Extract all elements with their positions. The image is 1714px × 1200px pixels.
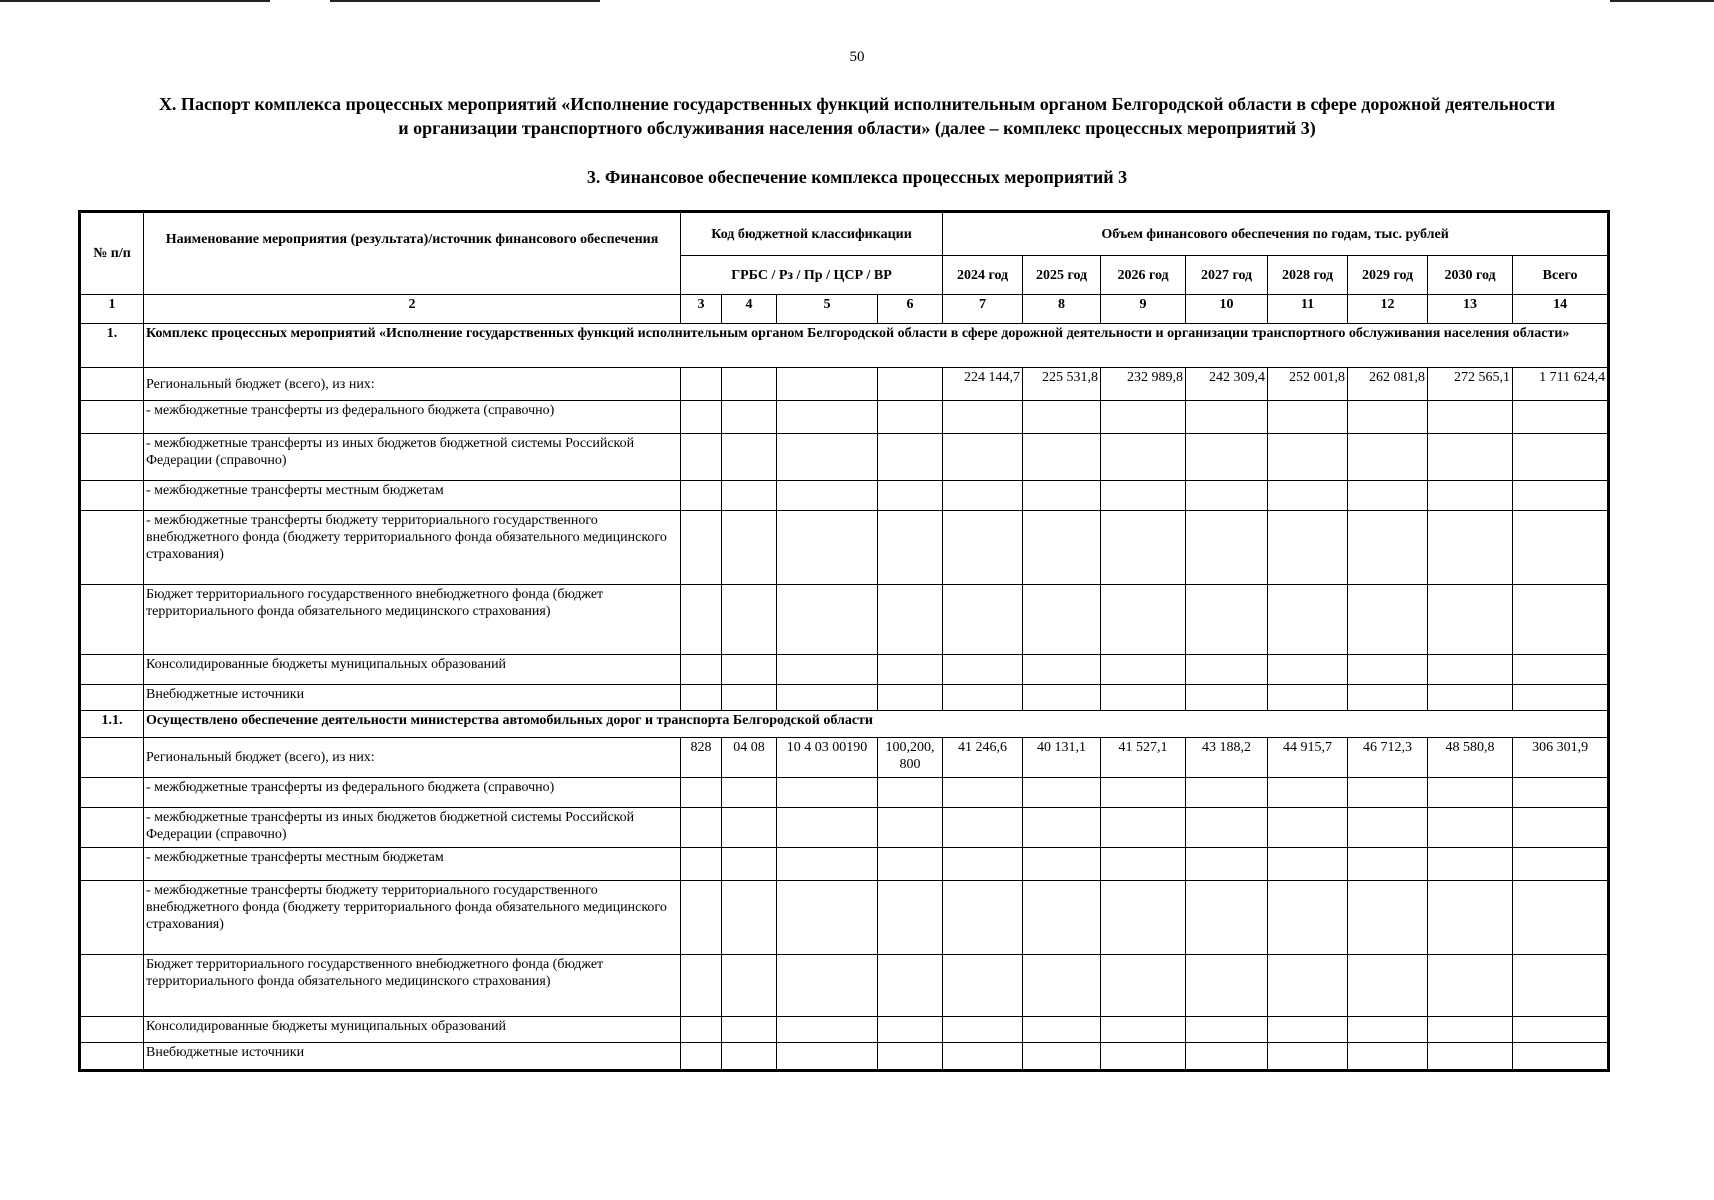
total-value-cell: 306 301,9	[1513, 738, 1609, 778]
year-value-cell	[943, 655, 1023, 685]
year-value-cell	[1186, 655, 1268, 685]
budget-code-cell	[777, 808, 878, 848]
row-index-cell	[80, 1043, 144, 1071]
year-value-cell	[1268, 481, 1348, 511]
year-value-cell: 41 246,6	[943, 738, 1023, 778]
budget-code-cell	[722, 368, 777, 401]
budget-code-cell	[777, 778, 878, 808]
budget-code-cell	[777, 1043, 878, 1071]
year-value-cell	[1101, 685, 1186, 711]
budget-code-cell	[681, 368, 722, 401]
year-value-cell	[1268, 848, 1348, 881]
column-number: 12	[1348, 295, 1428, 324]
row-index-cell	[80, 655, 144, 685]
year-value-cell	[1268, 955, 1348, 1017]
year-value-cell	[1348, 1017, 1428, 1043]
year-value-cell	[1186, 778, 1268, 808]
budget-code-cell	[777, 511, 878, 585]
header-row-1	[80, 212, 1609, 256]
row-name: - межбюджетные трансферты из иных бюджетов бюджетной системы Российской Федерации (справочно)	[144, 434, 681, 481]
total-value-cell	[1513, 881, 1609, 955]
budget-code-cell	[777, 1017, 878, 1043]
budget-code-cell	[777, 481, 878, 511]
budget-code-cell	[722, 585, 777, 655]
year-value-cell	[1348, 685, 1428, 711]
total-value-cell	[1513, 685, 1609, 711]
table-row	[80, 481, 1609, 511]
year-value-cell	[1428, 511, 1513, 585]
year-value-cell	[1101, 434, 1186, 481]
year-value-cell	[1101, 881, 1186, 955]
year-value-cell: 225 531,8	[1023, 368, 1101, 401]
header-year: 2025 год	[1023, 256, 1101, 295]
year-value-cell	[1023, 955, 1101, 1017]
section-index: 1.	[80, 324, 144, 368]
column-numbers-row	[80, 295, 1609, 324]
year-value-cell	[1268, 1043, 1348, 1071]
column-number: 13	[1428, 295, 1513, 324]
year-value-cell	[943, 1017, 1023, 1043]
budget-code-cell	[777, 848, 878, 881]
year-value-cell	[1186, 808, 1268, 848]
budget-code-cell	[681, 1017, 722, 1043]
table-row	[80, 511, 1609, 585]
year-value-cell	[1268, 511, 1348, 585]
year-value-cell	[1101, 1017, 1186, 1043]
year-value-cell	[943, 1043, 1023, 1071]
table-row	[80, 401, 1609, 434]
year-value-cell	[1101, 808, 1186, 848]
row-name: Бюджет территориального государственного внебюджетного фонда (бюджет территориального фонда обязательного медицинского страхования)	[144, 585, 681, 655]
year-value-cell	[1348, 1043, 1428, 1071]
total-value-cell	[1513, 778, 1609, 808]
year-value-cell	[1428, 585, 1513, 655]
column-number: 11	[1268, 295, 1348, 324]
budget-code-cell	[878, 778, 943, 808]
year-value-cell	[1186, 685, 1268, 711]
year-value-cell	[1268, 401, 1348, 434]
table-row	[80, 685, 1609, 711]
column-number: 9	[1101, 295, 1186, 324]
year-value-cell	[943, 401, 1023, 434]
column-number: 10	[1186, 295, 1268, 324]
budget-code-cell	[878, 685, 943, 711]
budget-code-cell	[878, 585, 943, 655]
row-name: - межбюджетные трансферты из федерального бюджета (справочно)	[144, 401, 681, 434]
budget-code-cell	[722, 778, 777, 808]
budget-code-cell	[681, 585, 722, 655]
year-value-cell	[1348, 585, 1428, 655]
year-value-cell	[1268, 685, 1348, 711]
year-value-cell	[1186, 401, 1268, 434]
year-value-cell	[1186, 881, 1268, 955]
row-name: Консолидированные бюджеты муниципальных образований	[144, 655, 681, 685]
total-value-cell: 1 711 624,4	[1513, 368, 1609, 401]
budget-code-cell	[878, 434, 943, 481]
row-index-cell	[80, 685, 144, 711]
budget-code-cell: 04 08	[722, 738, 777, 778]
total-value-cell	[1513, 1017, 1609, 1043]
row-index-cell	[80, 401, 144, 434]
budget-code-cell	[722, 1017, 777, 1043]
scan-edge-line	[330, 0, 600, 2]
total-value-cell	[1513, 808, 1609, 848]
year-value-cell: 232 989,8	[1101, 368, 1186, 401]
row-name: Внебюджетные источники	[144, 1043, 681, 1071]
column-number: 14	[1513, 295, 1609, 324]
row-index-cell	[80, 778, 144, 808]
budget-code-cell	[722, 655, 777, 685]
year-value-cell	[1268, 778, 1348, 808]
year-value-cell	[1101, 778, 1186, 808]
title-line-2: и организации транспортного обслуживания населения области» (далее – комплекс процессных мероприятий 3)	[398, 118, 1316, 138]
section-index: 1.1.	[80, 711, 144, 738]
budget-code-cell	[878, 368, 943, 401]
budget-code-cell	[878, 955, 943, 1017]
budget-code-cell: 10 4 03 00190	[777, 738, 878, 778]
year-value-cell: 242 309,4	[1186, 368, 1268, 401]
row-index-cell	[80, 881, 144, 955]
scan-edge-line	[1610, 0, 1714, 2]
year-value-cell	[1186, 481, 1268, 511]
row-index-cell	[80, 368, 144, 401]
year-value-cell	[943, 778, 1023, 808]
budget-code-cell	[777, 401, 878, 434]
budget-code-cell	[722, 808, 777, 848]
year-value-cell	[1348, 401, 1428, 434]
title-line-1: X. Паспорт комплекса процессных мероприятий «Исполнение государственных функций исполнительным органом Белгородской области в сфере дорожной деятельности	[158, 94, 1556, 114]
section-title: Комплекс процессных мероприятий «Исполнение государственных функций исполнительным органом Белгородской области в сфере дорожной деятельности и организации транспортного обслуживания населения области»	[144, 324, 1609, 368]
year-value-cell	[1023, 1017, 1101, 1043]
year-value-cell	[1186, 434, 1268, 481]
year-value-cell	[1023, 655, 1101, 685]
row-index-cell	[80, 434, 144, 481]
year-value-cell: 262 081,8	[1348, 368, 1428, 401]
year-value-cell	[1348, 955, 1428, 1017]
year-value-cell	[1428, 1017, 1513, 1043]
year-value-cell	[1101, 955, 1186, 1017]
total-value-cell	[1513, 1043, 1609, 1071]
year-value-cell	[1023, 778, 1101, 808]
header-year: 2026 год	[1101, 256, 1186, 295]
header-year: 2029 год	[1348, 256, 1428, 295]
budget-code-cell	[681, 434, 722, 481]
year-value-cell	[1268, 808, 1348, 848]
budget-code-cell	[777, 655, 878, 685]
year-value-cell	[1428, 1043, 1513, 1071]
budget-code-cell: 100,200, 800	[878, 738, 943, 778]
financing-table	[78, 210, 1610, 1072]
table-row	[80, 655, 1609, 685]
table-row	[80, 1017, 1609, 1043]
year-value-cell	[1186, 955, 1268, 1017]
total-value-cell	[1513, 481, 1609, 511]
column-number: 8	[1023, 295, 1101, 324]
year-value-cell	[1023, 401, 1101, 434]
year-value-cell	[943, 848, 1023, 881]
year-value-cell	[1348, 808, 1428, 848]
document-title	[60, 92, 1654, 140]
year-value-cell	[1101, 511, 1186, 585]
budget-code-cell	[878, 848, 943, 881]
section-header-row	[80, 711, 1609, 738]
row-name: Внебюджетные источники	[144, 685, 681, 711]
year-value-cell	[1023, 685, 1101, 711]
budget-code-cell	[878, 401, 943, 434]
table-row	[80, 881, 1609, 955]
budget-code-cell	[722, 1043, 777, 1071]
table-row	[80, 434, 1609, 481]
year-value-cell	[1023, 1043, 1101, 1071]
year-value-cell	[1186, 585, 1268, 655]
year-value-cell	[1348, 481, 1428, 511]
row-index-cell	[80, 481, 144, 511]
year-value-cell	[1186, 511, 1268, 585]
header-year: 2027 год	[1186, 256, 1268, 295]
year-value-cell	[1023, 434, 1101, 481]
budget-code-cell	[681, 401, 722, 434]
table-body	[80, 295, 1609, 1071]
year-value-cell	[1348, 848, 1428, 881]
budget-code-cell	[878, 881, 943, 955]
row-index-cell	[80, 955, 144, 1017]
table-row	[80, 955, 1609, 1017]
year-value-cell	[1428, 401, 1513, 434]
total-value-cell	[1513, 511, 1609, 585]
total-value-cell	[1513, 848, 1609, 881]
budget-code-cell	[777, 585, 878, 655]
year-value-cell	[1428, 808, 1513, 848]
year-value-cell: 41 527,1	[1101, 738, 1186, 778]
budget-code-cell	[878, 808, 943, 848]
table-row	[80, 738, 1609, 778]
budget-code-cell	[878, 1017, 943, 1043]
budget-code-cell	[777, 368, 878, 401]
year-value-cell	[1101, 585, 1186, 655]
header-year: 2030 год	[1428, 256, 1513, 295]
table-row	[80, 1043, 1609, 1071]
scan-edge-line	[0, 0, 270, 2]
budget-code-cell	[681, 778, 722, 808]
year-value-cell: 44 915,7	[1268, 738, 1348, 778]
year-value-cell	[943, 511, 1023, 585]
year-value-cell	[1023, 585, 1101, 655]
budget-code-cell	[777, 685, 878, 711]
budget-code-cell	[722, 955, 777, 1017]
year-value-cell	[1023, 848, 1101, 881]
row-name: Консолидированные бюджеты муниципальных образований	[144, 1017, 681, 1043]
page-number: 50	[849, 49, 865, 65]
budget-code-cell	[777, 881, 878, 955]
column-number: 4	[722, 295, 777, 324]
year-value-cell	[1101, 655, 1186, 685]
total-value-cell	[1513, 655, 1609, 685]
row-name: - межбюджетные трансферты бюджету территориального государственного внебюджетного фонда (бюджету территориального фонда обязательного медицинского страхования)	[144, 511, 681, 585]
header-code-sub: ГРБС / Рз / Пр / ЦСР / ВР	[681, 256, 943, 295]
header-code: Код бюджетной классификации	[681, 212, 943, 256]
year-value-cell	[1348, 778, 1428, 808]
year-value-cell	[1023, 511, 1101, 585]
year-value-cell	[1268, 655, 1348, 685]
budget-code-cell	[722, 881, 777, 955]
year-value-cell	[1268, 585, 1348, 655]
year-value-cell: 48 580,8	[1428, 738, 1513, 778]
budget-code-cell	[878, 1043, 943, 1071]
table-row	[80, 808, 1609, 848]
section-subtitle: 3. Финансовое обеспечение комплекса процессных мероприятий 3	[586, 167, 1128, 187]
year-value-cell	[1428, 481, 1513, 511]
row-name: - межбюджетные трансферты из иных бюджетов бюджетной системы Российской Федерации (справочно)	[144, 808, 681, 848]
total-value-cell	[1513, 434, 1609, 481]
year-value-cell	[1023, 808, 1101, 848]
total-value-cell	[1513, 585, 1609, 655]
year-value-cell	[1101, 848, 1186, 881]
budget-code-cell	[777, 434, 878, 481]
header-year: 2028 год	[1268, 256, 1348, 295]
year-value-cell: 40 131,1	[1023, 738, 1101, 778]
year-value-cell	[1186, 1043, 1268, 1071]
year-value-cell	[1268, 881, 1348, 955]
row-index-cell	[80, 808, 144, 848]
budget-code-cell	[722, 481, 777, 511]
year-value-cell	[1348, 655, 1428, 685]
budget-code-cell	[722, 401, 777, 434]
column-number: 7	[943, 295, 1023, 324]
year-value-cell	[1101, 401, 1186, 434]
budget-code-cell	[681, 848, 722, 881]
row-name: Региональный бюджет (всего), из них:	[144, 368, 681, 401]
row-index-cell	[80, 738, 144, 778]
year-value-cell	[943, 881, 1023, 955]
budget-code-cell	[681, 685, 722, 711]
row-name: - межбюджетные трансферты из федерального бюджета (справочно)	[144, 778, 681, 808]
year-value-cell	[1348, 434, 1428, 481]
section-header-row	[80, 324, 1609, 368]
year-value-cell: 43 188,2	[1186, 738, 1268, 778]
row-name: - межбюджетные трансферты местным бюджетам	[144, 848, 681, 881]
year-value-cell	[1428, 955, 1513, 1017]
budget-code-cell	[722, 848, 777, 881]
budget-code-cell: 828	[681, 738, 722, 778]
budget-code-cell	[878, 511, 943, 585]
year-value-cell	[943, 685, 1023, 711]
year-value-cell	[1428, 655, 1513, 685]
year-value-cell	[1186, 848, 1268, 881]
budget-code-cell	[681, 511, 722, 585]
year-value-cell	[1186, 1017, 1268, 1043]
row-index-cell	[80, 585, 144, 655]
row-name: - межбюджетные трансферты местным бюджетам	[144, 481, 681, 511]
year-value-cell: 252 001,8	[1268, 368, 1348, 401]
year-value-cell	[1101, 1043, 1186, 1071]
year-value-cell	[943, 808, 1023, 848]
budget-code-cell	[681, 808, 722, 848]
section-title: Осуществлено обеспечение деятельности министерства автомобильных дорог и транспорта Белгородской области	[144, 711, 1609, 738]
budget-code-cell	[878, 655, 943, 685]
budget-code-cell	[722, 434, 777, 481]
year-value-cell	[1428, 848, 1513, 881]
table-row	[80, 368, 1609, 401]
year-value-cell	[1428, 434, 1513, 481]
budget-code-cell	[681, 655, 722, 685]
table-row	[80, 778, 1609, 808]
budget-code-cell	[681, 955, 722, 1017]
year-value-cell	[1101, 481, 1186, 511]
budget-code-cell	[722, 685, 777, 711]
row-index-cell	[80, 848, 144, 881]
year-value-cell	[1023, 481, 1101, 511]
table-row	[80, 585, 1609, 655]
row-name: Бюджет территориального государственного внебюджетного фонда (бюджет территориального фонда обязательного медицинского страхования)	[144, 955, 681, 1017]
header-volume: Объем финансового обеспечения по годам, тыс. рублей	[943, 212, 1609, 256]
year-value-cell	[943, 434, 1023, 481]
header-num: № п/п	[80, 212, 144, 295]
row-index-cell	[80, 1017, 144, 1043]
budget-code-cell	[681, 881, 722, 955]
year-value-cell	[943, 585, 1023, 655]
year-value-cell	[1268, 434, 1348, 481]
year-value-cell	[1348, 881, 1428, 955]
budget-code-cell	[722, 511, 777, 585]
year-value-cell	[1023, 881, 1101, 955]
year-value-cell	[1268, 1017, 1348, 1043]
year-value-cell: 272 565,1	[1428, 368, 1513, 401]
column-number: 5	[777, 295, 878, 324]
column-number: 1	[80, 295, 144, 324]
year-value-cell	[943, 481, 1023, 511]
row-index-cell	[80, 511, 144, 585]
year-value-cell: 224 144,7	[943, 368, 1023, 401]
year-value-cell	[1348, 511, 1428, 585]
budget-code-cell	[681, 1043, 722, 1071]
column-number: 2	[144, 295, 681, 324]
header-name: Наименование мероприятия (результата)/источник финансового обеспечения	[144, 212, 681, 295]
year-value-cell	[1428, 778, 1513, 808]
total-value-cell	[1513, 401, 1609, 434]
budget-code-cell	[681, 481, 722, 511]
budget-code-cell	[777, 955, 878, 1017]
row-name: - межбюджетные трансферты бюджету территориального государственного внебюджетного фонда (бюджету территориального фонда обязательного медицинского страхования)	[144, 881, 681, 955]
year-value-cell	[943, 955, 1023, 1017]
budget-code-cell	[878, 481, 943, 511]
year-value-cell	[1428, 685, 1513, 711]
row-name: Региональный бюджет (всего), из них:	[144, 738, 681, 778]
year-value-cell: 46 712,3	[1348, 738, 1428, 778]
year-value-cell	[1428, 881, 1513, 955]
header-total: Всего	[1513, 256, 1609, 295]
column-number: 3	[681, 295, 722, 324]
total-value-cell	[1513, 955, 1609, 1017]
header-year: 2024 год	[943, 256, 1023, 295]
column-number: 6	[878, 295, 943, 324]
table-row	[80, 848, 1609, 881]
